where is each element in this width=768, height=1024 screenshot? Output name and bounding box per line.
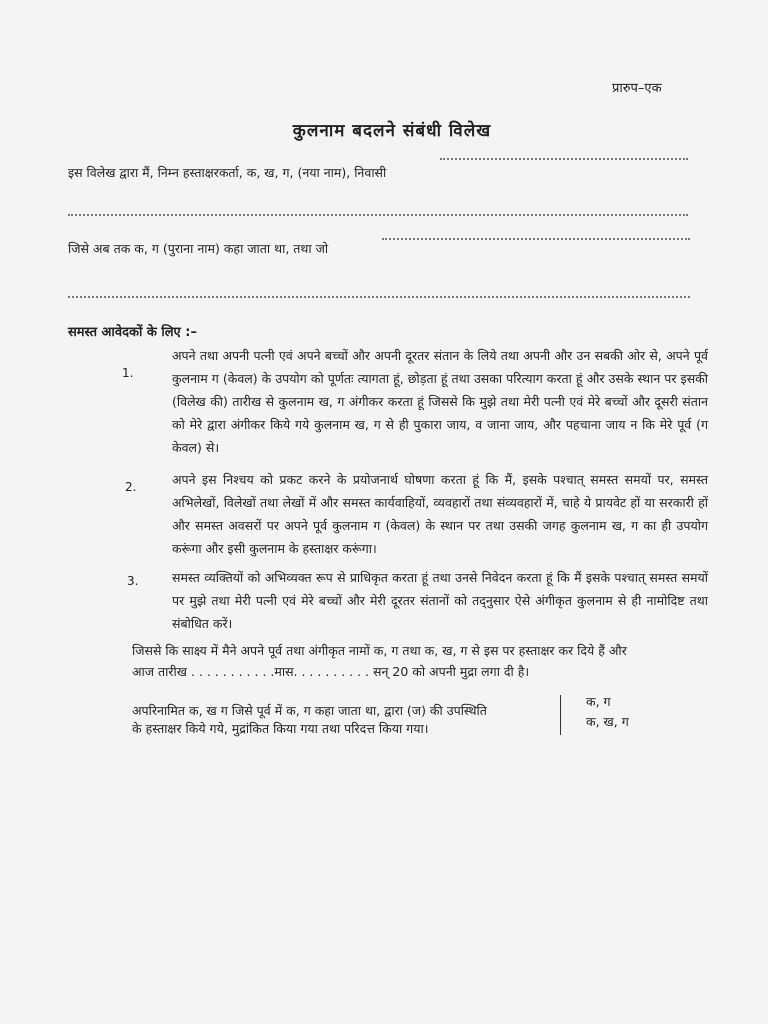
item-number: 2. <box>125 480 137 494</box>
signature-old-name: क, ग <box>586 694 611 709</box>
blank-line-details-2 <box>68 296 690 298</box>
blank-line-details <box>382 238 690 240</box>
blank-line-residence <box>440 158 688 160</box>
item-text: अपने तथा अपनी पत्नी एवं अपने बच्चों और अपनी दूरतर संतान के लिये तथा अपनी और उन सबकी ओर से, अपने पूर्व कुलनाम ग (केवल) के उपयोग को पूर्णतः त्यागता हूं, छोड़ता हूं तथा उसका परित्याग करता हूं और उसके स्थान पर इसकी (विलेख की) तारीख से कुलनाम ख, ग अंगीकर करता हूं जिससे कि मुझे तथा मेरी पत्नी एवं मेरे बच्चों और दूसरी संतान को मेरे द्वारा अंगीकर किये गये कुलनाम ख, ग से ही पुकारा जाय, व जाना जाय, और पहचाना जाय न कि मेरे पूर्व (ग केवल) से। <box>172 348 708 455</box>
item-text: अपने इस निश्चय को प्रकट करने के प्रयोजनार्थ घोषणा करता हूं कि मैं, इसके पश्चात् समस्त समयों पर, समस्त अभिलेखों, विलेखों तथा लेखों में और समस्त कार्यवाहियों, व्यवहारों तथा संव्यवहारों में, चाहे ये प्रायवेट हों या सरकारी हों और समस्त अवसरों पर अपने पूर्व कुलनाम ग (केवल) के स्थान पर तथा उसकी जगह कुलनाम ख, ग का ही उपयोग करूंगा और इसी कुलनाम के हस्ताक्षर करूंगा। <box>172 472 708 556</box>
document-title: कुलनाम बदलने संबंधी विलेख <box>292 121 492 141</box>
evidence-line-1: जिससे कि साक्ष्य में मैने अपने पूर्व तथा अंगीकृत नामों क, ग तथा क, ख, ग से इस पर हस्ताक्षर कर दिये हैं और <box>132 643 627 658</box>
blank-line-address <box>68 214 688 216</box>
evidence-line-2: आज तारीख . . . . . . . . . . .मास. . . . . . . . . . सन् 20 को अपनी मुद्रा लगा दी है। <box>132 664 530 679</box>
witness-line-1: अपरिनामित क, ख ग जिसे पूर्व में क, ग कहा जाता था, द्वारा (ज) की उपस्थिति <box>132 703 487 718</box>
signature-new-name: क, ख, ग <box>586 714 629 729</box>
form-number: प्रारुप–एक <box>612 81 662 96</box>
item-number: 3. <box>127 574 139 588</box>
item-text: समस्त व्यक्तियों को अभिव्यक्त रूप से प्राधिकृत करता हूं तथा उनसे निवेदन करता हूं कि मैं इसके पश्चात् समस्त समयों पर मुझे तथा मेरी पत्नी एवं मेरे बच्चों और मेरी दूरतर संतानों को तद्नुसार ऐसे अंगीकृत कुलनाम से ही नामोदिष्ट तथा संबोधित करें। <box>172 570 708 631</box>
intro-line-1: इस विलेख द्वारा मैं, निम्न हस्ताक्षरकर्ता, क, ख, ग, (नया नाम), निवासी <box>68 165 387 180</box>
witness-line-2: के हस्ताक्षर किये गये, मुद्रांकित किया गया तथा परिदत्त किया गया। <box>132 721 429 736</box>
item-number: 1. <box>122 366 134 380</box>
applicants-heading: समस्त आवेदकों के लिए :– <box>68 325 197 340</box>
signature-divider <box>560 695 561 735</box>
intro-line-2: जिसे अब तक क, ग (पुराना नाम) कहा जाता था, तथा जो <box>68 241 329 256</box>
